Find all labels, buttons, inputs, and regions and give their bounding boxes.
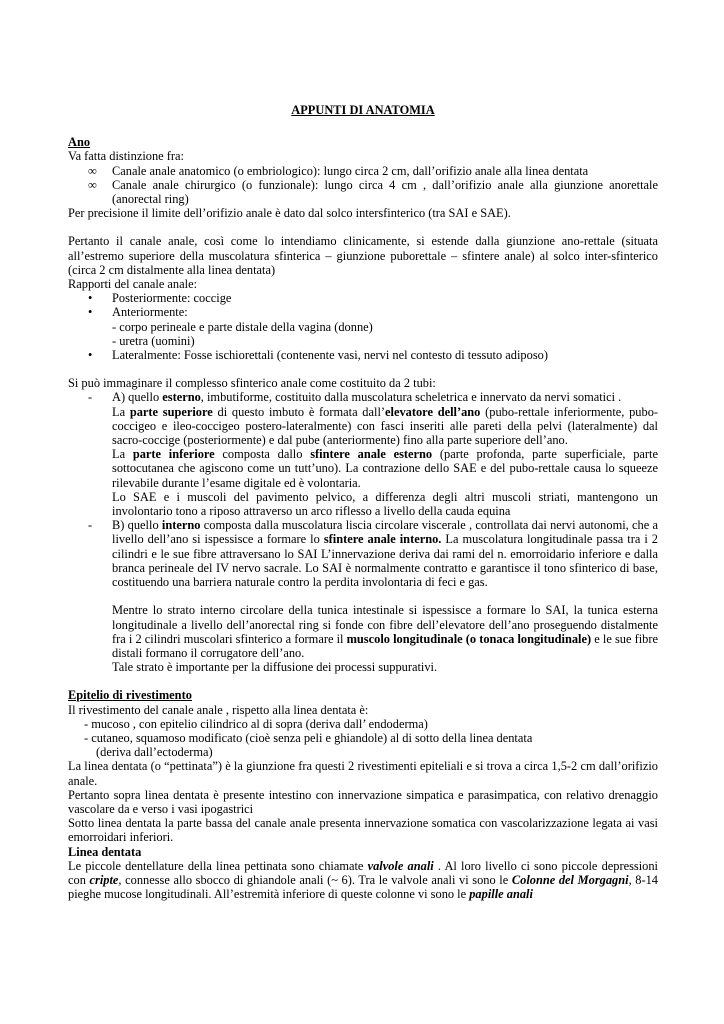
- list-item: [68, 518, 658, 589]
- list-item-text: Canale anale chirurgico (o funzionale): lungo circa 4 cm , dall’orifizio anale alla giunzione anorettale (anorectal ring): [112, 177, 658, 207]
- mentre-paragraph: Mentre lo strato interno circolare della tunica intestinale si ispessisce a formare lo SAI, la tunica esterna longitudinale a livello dell’anorectal ring si fonde con fibre dell’elevatore dell’ano proseguendo distalmente fra i 2 cilindri muscolari sfinterico a formare il muscolo longitudinale (o tonaca longitudinale) e le sue fibre distali formano il corrugatore dell’ano.: [112, 603, 658, 660]
- sotto-paragraph: Sotto linea dentata la parte bassa del canale anale presenta innervazione somatica con vascolarizzazione legata ai vasi emorroidari inferiori.: [68, 816, 658, 845]
- mucoso-line: - mucoso , con epitelio cilindrico al di sopra (deriva dall’ endoderma): [84, 716, 428, 731]
- pertanto-paragraph: Pertanto il canale anale, così come lo intendiamo clinicamente, si estende dalla giunzione ano-rettale (situata all’estremo superiore della muscolatura sfinterica – giunzione puborettale – sfintere anale) al solco inter-sfinterico (circa 2 cm distalmente alla linea dentata): [68, 234, 658, 277]
- sub-item: - corpo perineale e parte distale della vagina (donne): [112, 319, 373, 334]
- epitelio-intro: Il rivestimento del canale anale , rispetto alla linea dentata è:: [68, 702, 369, 717]
- cutaneo-line: - cutaneo, squamoso modificato (cioè senza peli e ghiandole) al di sotto della linea dentata: [84, 730, 533, 745]
- precision-paragraph: Per precisione il limite dell’orifizio anale è dato dal solco intersfinterico (tra SAI e SAE).: [68, 206, 511, 221]
- bullet-marker: •: [88, 291, 93, 306]
- list-item: [68, 348, 658, 362]
- parte-inferiore-paragraph: La parte inferiore composta dallo sfintere anale esterno (parte profonda, parte superficiale, parte sottocutanea che agiscono come un tutt’uno). La contrazione dello SAE e del pubo-rettale causa lo squeeze rilevabile durante l’esame digitale ed è volontaria.: [112, 447, 658, 490]
- list-item: [68, 305, 658, 319]
- document-body: [68, 103, 658, 901]
- complesso-intro: Si può immaginare il complesso sfinterico anale come costituito da 2 tubi:: [68, 376, 436, 391]
- list-item: [68, 390, 658, 404]
- parte-superiore-paragraph: La parte superiore di questo imbuto è formata dall’elevatore dell’ano (pubo-rettale inferiormente, pubo-coccigeo e ileo-coccigeo postero-lateralmente) con fasci inseriti alle pareti della pelvi (lateralmente) dal sacro-coccige (posteriormente) e dal pube (anteriormente) fino alla parte superiore dell’ano.: [112, 404, 659, 448]
- page-title: APPUNTI DI ANATOMIA: [291, 103, 435, 117]
- list-item-text: Lateralmente: Fosse ischiorettali (contenente vasi, nervi nel contesto di tessuto adiposo): [112, 348, 548, 363]
- list-item: [68, 291, 658, 305]
- list-item-text: Anteriormente:: [112, 305, 188, 320]
- linea-dentata-paragraph: Le piccole dentellature della linea pettinata sono chiamate valvole anali . Al loro livello ci sono piccole depressioni con cripte, connesse allo sbocco di ghiandole anali (~ 6). Tra le valvole anali vi sono le Colonne del Morgagni, 8-14 pieghe mucose longitudinali. All’estremità inferiore di queste colonne vi sono le papille anali: [68, 858, 659, 902]
- infinity-marker: ∞: [88, 163, 97, 178]
- cutaneo-line-2: (deriva dall’ectoderma): [96, 745, 213, 760]
- section-heading-ano: Ano: [68, 135, 91, 150]
- list-item-text: B) quello interno composta dalla muscolatura liscia circolare viscerale , controllata dai nervi autonomi, che a livello dell’ano si ispessisce a formare lo sfintere anale interno. La muscolatura longitudinale passa tra i 2 cilindri e le sue fibre attraversano lo SAI L’innervazione deriva dai rami del n. emorroidario inferiore e dalla branca perineale del IV nervo sacrale. Lo SAI è normalmente contratto e garantisce il tono sfinterico di base, costituendo una barriera naturale contro la perdita involontaria di feci e gas.: [112, 518, 659, 590]
- section-heading-linea-dentata: Linea dentata: [68, 844, 142, 859]
- infinity-marker: ∞: [88, 177, 97, 192]
- list-item-text: Canale anale anatomico (o embriologico): lungo circa 2 cm, dall’orifizio anale alla linea dentata: [112, 163, 589, 178]
- sub-item: - uretra (uomini): [112, 333, 195, 348]
- dash-marker: -: [88, 518, 93, 533]
- section-heading-epitelio: Epitelio di rivestimento: [68, 688, 192, 703]
- list-item-text: Posteriormente: coccige: [112, 291, 232, 306]
- list-item: [68, 164, 658, 178]
- bullet-marker: •: [88, 348, 93, 363]
- rapporti-label: Rapporti del canale anale:: [68, 277, 198, 292]
- dash-marker: -: [88, 390, 93, 405]
- bullet-marker: •: [88, 305, 93, 320]
- linea-paragraph: La linea dentata (o “pettinata”) è la giunzione fra questi 2 rivestimenti epiteliali e si trova a circa 1,5-2 cm dall’orifizio anale.: [68, 759, 658, 788]
- tale-paragraph: Tale strato è importante per la diffusione dei processi suppurativi.: [112, 660, 438, 675]
- list-item: [68, 178, 658, 206]
- ano-intro: Va fatta distinzione fra:: [68, 149, 184, 164]
- sae-paragraph: Lo SAE e i muscoli del pavimento pelvico, a differenza degli altri muscoli striati, mantengono un involontario tono a riposo attraverso un arco riflesso a livello della cauda equina: [112, 489, 658, 519]
- list-item-text: A) quello esterno, imbutiforme, costituito dalla muscolatura scheletrica e innervato da nervi somatici .: [112, 390, 622, 405]
- sopra-paragraph: Pertanto sopra linea dentata è presente intestino con innervazione simpatica e parasimpatica, con relativo drenaggio vascolare da e verso i vasi ipogastrici: [68, 787, 658, 816]
